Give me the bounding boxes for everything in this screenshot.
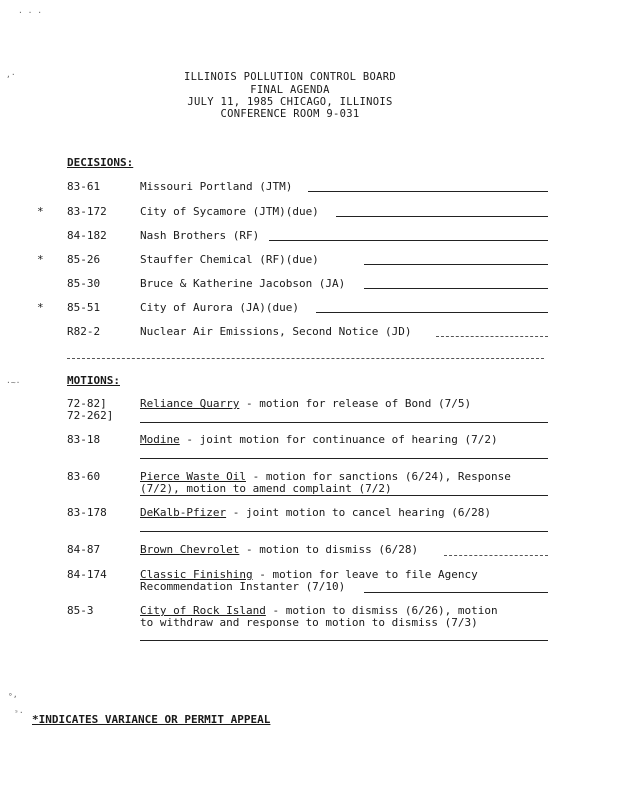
blank-line: [140, 495, 548, 496]
blank-line: [140, 422, 548, 423]
case-number: 83-178: [67, 506, 107, 519]
motion-description-cont: Recommendation Instanter (7/10): [140, 580, 346, 593]
motion-text: [140, 544, 418, 556]
case-title: City of Aurora (JA)(due): [140, 301, 299, 314]
case-number: 85-30: [67, 277, 101, 290]
case-number: 83-61: [67, 180, 101, 193]
party-name: Classic Finishing: [140, 568, 253, 581]
party-name: DeKalb-Pfizer: [140, 506, 227, 519]
case-number: 84-87: [67, 543, 101, 556]
case-number: 84-174: [67, 568, 107, 581]
case-number: 83-60: [67, 470, 101, 483]
case-number: 84-182: [67, 229, 107, 242]
motion-description: - motion for sanctions (6/24), Response: [245, 470, 511, 483]
scan-speck: · · ·: [18, 8, 43, 17]
motion-text: [140, 507, 491, 519]
conference-room: CONFERENCE ROOM 9-031: [220, 108, 360, 120]
case-number: 72-262]: [67, 409, 114, 422]
scan-speck: ˢ·: [14, 708, 24, 717]
agenda-date-location: JULY 11, 1985 CHICAGO, ILLINOIS: [187, 96, 393, 108]
case-number: 85-3: [67, 604, 94, 617]
blank-line: [308, 191, 548, 192]
party-name: Brown Chevrolet: [140, 543, 240, 556]
motion-description: - motion for leave to file Agency: [252, 568, 478, 581]
case-title: Nuclear Air Emissions, Second Notice (JD): [140, 325, 412, 338]
blank-line: [436, 336, 548, 337]
motion-description-cont: to withdraw and response to motion to dismiss (7/3): [140, 616, 478, 629]
section-divider: [67, 358, 544, 359]
case-number: 83-18: [67, 433, 101, 446]
motion-description-cont: (7/2), motion to amend complaint (7/2): [140, 482, 392, 495]
decisions-heading: DECISIONS:: [67, 156, 134, 169]
appeal-mark: *: [37, 205, 44, 218]
motion-text: [140, 398, 471, 410]
motion-description: - joint motion to cancel hearing (6/28): [226, 506, 491, 519]
motion-description: - motion to dismiss (6/26), motion: [265, 604, 498, 617]
motion-text: [140, 434, 498, 446]
blank-line: [336, 216, 548, 217]
party-name: Modine: [140, 433, 180, 446]
party-name: Pierce Waste Oil: [140, 470, 246, 483]
party-name: Reliance Quarry: [140, 397, 240, 410]
case-title: Bruce & Katherine Jacobson (JA): [140, 277, 346, 290]
agenda-title: FINAL AGENDA: [250, 84, 330, 96]
case-title: Nash Brothers (RF): [140, 229, 260, 242]
blank-line: [269, 240, 548, 241]
scan-speck: ∘,: [8, 690, 18, 699]
blank-line: [364, 288, 548, 289]
footnote-text: *INDICATES VARIANCE OR PERMIT APPEAL: [32, 713, 271, 726]
case-number: 85-26: [67, 253, 101, 266]
blank-line: [364, 264, 548, 265]
case-title: Missouri Portland (JTM): [140, 180, 293, 193]
party-name: City of Rock Island: [140, 604, 266, 617]
motion-description: - joint motion for continuance of hearing (7/2): [179, 433, 498, 446]
case-number: R82-2: [67, 325, 101, 338]
blank-line: [140, 458, 548, 459]
blank-line: [364, 592, 548, 593]
board-name: ILLINOIS POLLUTION CONTROL BOARD: [184, 71, 396, 83]
case-number: 83-172: [67, 205, 107, 218]
motion-description: - motion to dismiss (6/28): [239, 543, 419, 556]
appeal-mark: *: [37, 253, 44, 266]
motions-heading: MOTIONS:: [67, 374, 120, 387]
scan-speck: ,·: [6, 70, 16, 79]
blank-line: [316, 312, 548, 313]
case-title: City of Sycamore (JTM)(due): [140, 205, 319, 218]
blank-line: [140, 531, 548, 532]
motion-description: - motion for release of Bond (7/5): [239, 397, 472, 410]
footnote: [32, 714, 270, 726]
blank-line: [444, 555, 548, 556]
scan-speck: ·~·: [6, 378, 21, 387]
appeal-mark: *: [37, 301, 44, 314]
case-number: 72-82]: [67, 397, 107, 410]
case-number: 85-51: [67, 301, 101, 314]
case-title: Stauffer Chemical (RF)(due): [140, 253, 319, 266]
blank-line: [140, 640, 548, 641]
